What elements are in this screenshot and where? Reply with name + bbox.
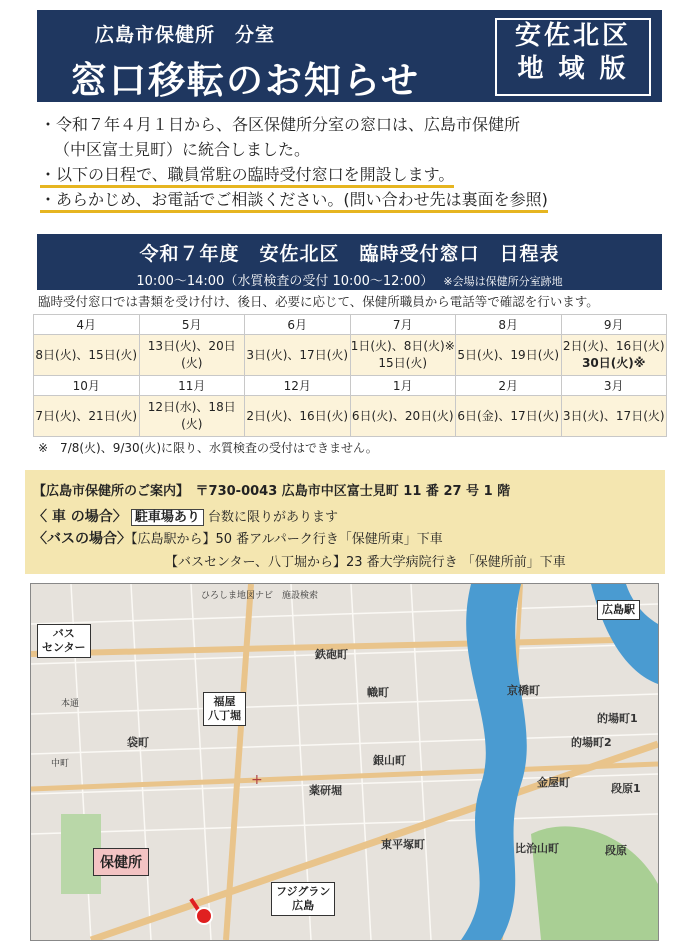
label-bus-center-l1: バス [52, 627, 75, 640]
car-line [33, 506, 338, 526]
month-cell: 10月 [34, 376, 140, 396]
month-cell: 6月 [245, 315, 351, 335]
month-row-2 [34, 376, 667, 396]
label-fukuya-l1: 福屋 [213, 695, 236, 708]
schedule-footnote: ※ 7/8(火)、9/30(火)に限り、水質検査の受付はできません。 [38, 441, 378, 455]
label-hiroshima-station: 広島駅 [597, 600, 640, 620]
month-cell: 1月 [350, 376, 456, 396]
date-cell: 5日(火)、19日(火) [456, 335, 562, 376]
date-cell [350, 335, 456, 376]
date-cell: 6日(火)、20日(火) [350, 396, 456, 437]
area-name: 中町 [51, 759, 70, 769]
date-cell-line2: 15日(火) [378, 356, 428, 370]
area-name: 段原 [605, 844, 627, 857]
date-cell [561, 335, 667, 376]
notice-1b: （中区富士見町）に統合しました。 [54, 140, 311, 159]
car-note: 台数に限りがあります [208, 510, 339, 525]
date-cell: 2日(火)、16日(火) [245, 396, 351, 437]
access-map [30, 583, 659, 941]
month-cell: 9月 [561, 315, 667, 335]
area-name: 京橋町 [507, 684, 540, 697]
notice-2-text: ・以下の日程で、職員常駐の臨時受付窓口を開設します。 [40, 165, 454, 188]
notice-list [40, 112, 665, 212]
month-cell: 4月 [34, 315, 140, 335]
area-name: 的場町2 [571, 736, 612, 749]
map-graphic [31, 584, 658, 940]
month-cell: 8月 [456, 315, 562, 335]
parking-badge: 駐車場あり [131, 509, 204, 526]
date-cell: 8日(火)、15日(火) [34, 335, 140, 376]
month-cell: 5月 [139, 315, 245, 335]
date-cell: 6日(金)、17日(火) [456, 396, 562, 437]
notice-1a: ・令和７年４月１日から、各区保健所分室の窓口は、広島市保健所 [40, 115, 521, 134]
month-cell: 2月 [456, 376, 562, 396]
month-cell: 3月 [561, 376, 667, 396]
page-title: 窓口移転のお知らせ [70, 59, 420, 102]
bus-line-2: 【バスセンター、八丁堀から】23 番大学病院行き 「保健所前」下車 [165, 555, 566, 570]
label-hokenjo: 保健所 [93, 848, 149, 876]
area-name: 的場町1 [597, 712, 638, 725]
date-row-1 [34, 335, 667, 376]
notice-3-text: ・あらかじめ、お電話でご相談ください。(問い合わせ先は裏面を参照) [40, 190, 548, 213]
area-name: 幟町 [367, 686, 389, 699]
month-cell: 11月 [139, 376, 245, 396]
month-row-1 [34, 315, 667, 335]
date-cell-line1: 1日(火)、8日(火)※ [350, 339, 455, 353]
schedule-time [37, 270, 662, 289]
label-fujigrand-l1: フジグラン [276, 885, 331, 898]
area-name: 比治山町 [515, 842, 559, 855]
date-cell-line1: 2日(火)、16日(火) [562, 339, 665, 353]
region-badge-line1: 安佐北区 [514, 21, 631, 51]
region-badge-line2: 地 域 版 [517, 54, 629, 84]
date-cell: 7日(火)、21日(火) [34, 396, 140, 437]
info-heading-line [33, 480, 510, 499]
area-name: 本通 [61, 699, 80, 709]
info-heading: 【広島市保健所のご案内】 [33, 484, 183, 499]
label-fujigrand [271, 882, 335, 916]
schedule-hours: 10:00～14:00（水質検査の受付 10:00～12:00） [136, 274, 434, 289]
label-fukuya-l2: 八丁堀 [208, 709, 241, 722]
bus-label: 〈バスの場合〉 [33, 531, 131, 547]
label-fujigrand-l2: 広島 [292, 899, 315, 912]
notice-3 [40, 187, 665, 212]
access-info [25, 470, 665, 574]
area-name: 銀山町 [373, 754, 406, 767]
area-name: 金屋町 [537, 776, 570, 789]
bus-line-1 [33, 528, 443, 548]
svg-text:+: + [251, 772, 263, 788]
month-cell: 7月 [350, 315, 456, 335]
date-cell: 3日(火)、17日(火) [245, 335, 351, 376]
label-fukuya [203, 692, 246, 726]
region-badge [495, 18, 651, 96]
area-name: 東平塚町 [381, 838, 425, 851]
schedule-description: 臨時受付窓口では書類を受け付け、後日、必要に応じて、保健所職員から電話等で確認を行います。 [38, 294, 599, 309]
bus-route-1: 【広島駅から】50 番アルパーク行き「保健所東」下車 [131, 532, 443, 547]
date-row-2 [34, 396, 667, 437]
date-cell: 12日(水)、18日(火) [139, 396, 245, 437]
header-banner [37, 10, 662, 102]
schedule-table [33, 314, 667, 437]
schedule-title: 令和７年度 安佐北区 臨時受付窓口 日程表 [139, 243, 560, 265]
info-address: 〒730-0043 広島市中区富士見町 11 番 27 号 1 階 [195, 484, 511, 499]
area-name: 薬研堀 [309, 784, 342, 797]
area-name: 鉄砲町 [315, 648, 348, 661]
date-cell: 3日(火)、17日(火) [561, 396, 667, 437]
venue-note: ※会場は保健所分室跡地 [443, 275, 563, 288]
area-name: 段原1 [611, 782, 641, 795]
date-cell: 13日(火)、20日(火) [139, 335, 245, 376]
car-label: 〈 車 の場合〉 [33, 509, 127, 525]
date-cell-line2: 30日(火)※ [582, 356, 646, 370]
area-name: 袋町 [127, 736, 149, 749]
label-bus-center-l2: センター [42, 641, 86, 654]
notice-2 [40, 162, 665, 187]
month-cell: 12月 [245, 376, 351, 396]
map-header-text: ひろしま地図ナビ 施設検索 [201, 591, 319, 601]
schedule-header [37, 234, 662, 290]
header-subtitle: 広島市保健所 分室 [95, 24, 276, 46]
label-bus-center [37, 624, 91, 658]
